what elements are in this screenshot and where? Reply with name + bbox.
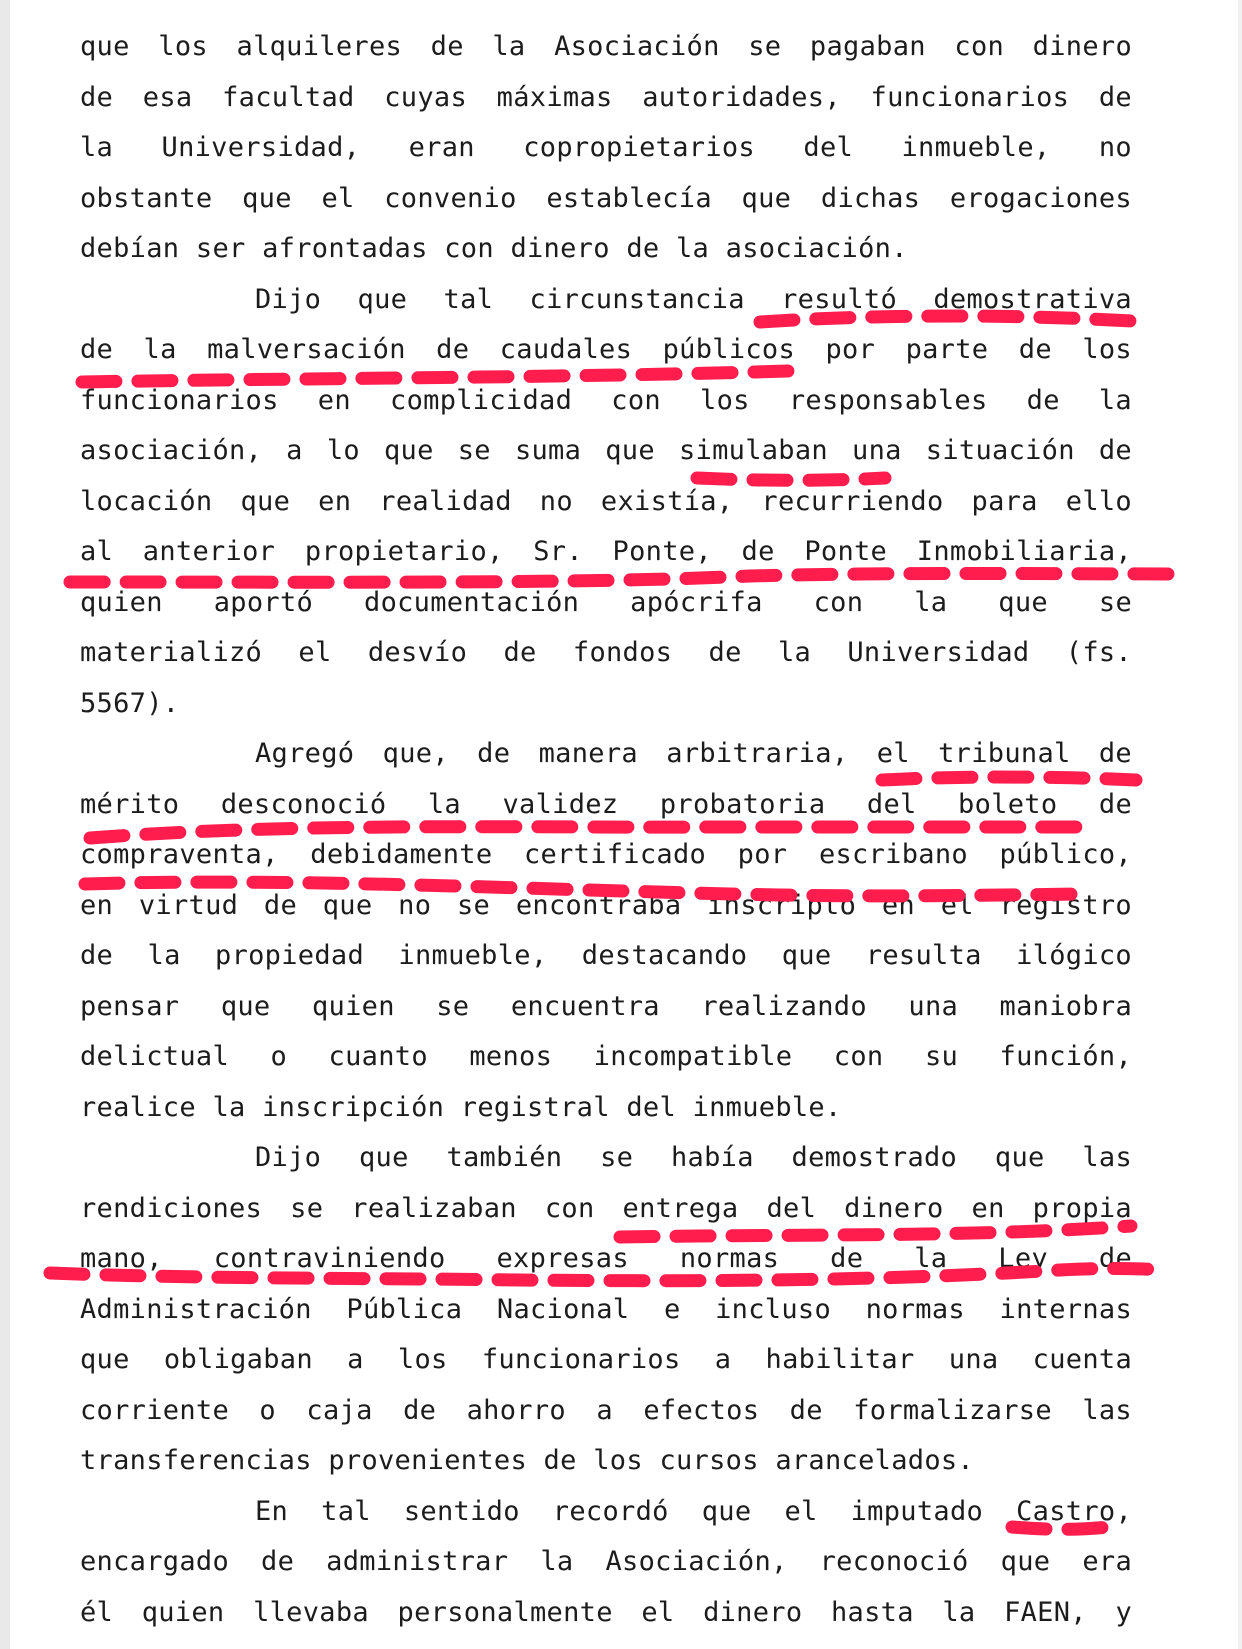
text-line: Administración Pública Nacional e incluso normas internas (80, 1293, 1132, 1325)
text-line: compraventa, debidamente certificado por escribano público, (80, 839, 1132, 870)
text-line: quien aportó documentación apócrifa con la que se (80, 586, 1132, 618)
text-line: locación que en realidad no existía, recurriendo para ello (80, 485, 1132, 517)
text-line: En tal sentido recordó que el imputado Castro, (255, 1495, 1132, 1527)
text-line: mérito desconoció la validez probatoria del boleto de (80, 788, 1132, 820)
text-line: debían ser afrontadas con dinero de la asociación. (80, 233, 908, 264)
text-line: Dijo que también se había demostrado que las (255, 1142, 1132, 1173)
text-line: de la malversación de caudales públicos por parte de los (80, 334, 1132, 365)
text-line: funcionarios en complicidad con los responsables de la (80, 384, 1132, 416)
text-line: la Universidad, eran copropietarios del inmueble, no (80, 132, 1132, 163)
text-line: Agregó que, de manera arbitraria, el tribunal de (255, 738, 1132, 769)
text-line: materializó el desvío de fondos de la Universidad (fs. (80, 637, 1132, 668)
text-line: delictual o cuanto menos incompatible con su función, (80, 1041, 1132, 1072)
text-line: de la propiedad inmueble, destacando que resulta ilógico (80, 940, 1132, 971)
text-line: mano, contraviniendo expresas normas de la Ley de (80, 1243, 1132, 1274)
text-line: de esa facultad cuyas máximas autoridades, funcionarios de (80, 81, 1132, 113)
text-line: realice la inscripción registral del inmueble. (80, 1091, 842, 1123)
page-right-edge (1238, 0, 1242, 1649)
text-line: 5567). (80, 687, 180, 719)
text-line: él quien llevaba personalmente el dinero hasta la FAEN, y (80, 1596, 1132, 1628)
text-line: Dijo que tal circunstancia resultó demostrativa (255, 283, 1132, 315)
text-line: que los alquileres de la Asociación se pagaban con dinero (80, 31, 1132, 62)
text-line: al anterior propietario, Sr. Ponte, de Ponte Inmobiliaria, (80, 536, 1132, 567)
text-line: que obligaban a los funcionarios a habilitar una cuenta (80, 1344, 1132, 1375)
text-line: pensar que quien se encuentra realizando una maniobra (80, 990, 1132, 1022)
text-line: asociación, a lo que se suma que simulaban una situación de (80, 435, 1132, 466)
document-text-body (80, 28, 1132, 1644)
text-line: encargado de administrar la Asociación, reconoció que era (80, 1546, 1132, 1577)
text-line: obstante que el convenio establecía que dichas erogaciones (80, 182, 1132, 214)
text-line: corriente o caja de ahorro a efectos de formalizarse las (80, 1394, 1132, 1426)
page-left-edge (0, 0, 10, 1649)
text-line: en virtud de que no se encontraba inscripto en el registro (80, 889, 1132, 921)
text-line: rendiciones se realizaban con entrega del dinero en propia (80, 1192, 1132, 1224)
text-line: transferencias provenientes de los cursos arancelados. (80, 1445, 974, 1476)
